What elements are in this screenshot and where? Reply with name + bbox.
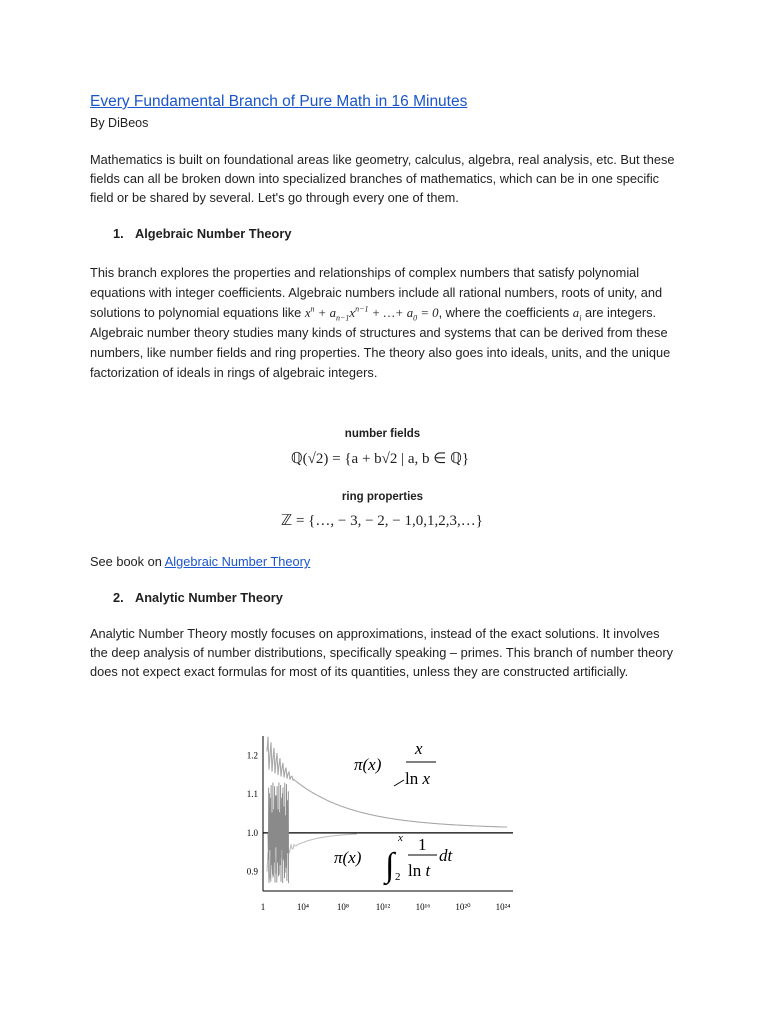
y-tick-label: 1.0 [246,827,258,838]
section-number: 1. [113,226,124,241]
section-number: 2. [113,590,124,605]
integral-upper: x [398,832,403,844]
series-noise-start [268,783,289,884]
x-tick-label: 10⁸ [336,902,350,912]
polynomial-equation: $x^n + a_{n-1}x^{n-1}$ + …+ $a_0 = 0$ [304,304,439,323]
prime-ratio-chart [230,728,530,923]
section-heading-analytic [113,590,283,605]
algebraic-text-b: , where the coefficients [438,305,570,320]
figure-label-number-fields: number fields [344,428,421,440]
integrand-dt: dt [439,846,453,865]
document-title[interactable]: Every Fundamental Branch of Pure Math in 16 Minutes [90,93,468,110]
legend-pi-x: π(x) [354,755,382,774]
x-tick-label: 10¹² [375,902,391,912]
ring-formula: ℤ = {…, − 3, − 2, − 1,0,1,2,3,…} [281,513,483,529]
x-tick-label: 10¹⁶ [415,902,431,912]
figure-label-ring-properties: ring properties [341,491,424,503]
y-tick-label: 1.1 [246,789,258,800]
y-tick-label: 1.2 [246,750,258,761]
legend-formula-1 [354,739,436,788]
algebraic-paragraph [90,263,680,383]
x-tick-label: 10²⁴ [495,902,511,912]
legend-pi-x: π(x) [334,848,362,867]
byline: By DiBeos [90,116,149,130]
coefficient-symbol: $a_i$ [572,306,582,323]
legend-numerator: x [415,739,423,758]
x-tick-label: 1 [260,902,266,912]
integrand-denominator: ln t [408,861,431,880]
intro-paragraph: Mathematics is built on foundational areas like geometry, calculus, algebra, real analysis, etc. But these fields can all be broken down into specialized branches of mathematics, which can be in one specific field or be shared by several. Let's go through every one of them. [90,152,675,205]
algebraic-text-c: are integers. Algebraic number theory studies many kinds of structures and systems that can be derived from these numbers, like number fields and ring properties. The theory also goes into ideals, units, and the unique factorization of ideals in rings of algebraic integers. [90,305,671,380]
x-tick-label: 10²⁰ [455,902,471,912]
section-heading-algebraic [113,226,291,241]
analytic-paragraph: Analytic Number Theory mostly focuses on approximations, instead of the exact solutions. It involves the deep analysis of number distributions, specifically speaking – primes. This branch of number theory does not expect exact formulas for most of its quantities, unless they are constructed artificially. [90,626,674,679]
section-title: Algebraic Number Theory [135,226,292,241]
integrand-numerator: 1 [418,835,427,854]
x-tick-label: 10⁴ [296,902,310,912]
algebraic-text-a: This branch explores the properties and relationships of complex numbers that satisfy polynomial equations with integer coefficients. Algebraic numbers include all rational numbers, roots of unity, and solutions to polynomial equations like [90,265,663,320]
integral-sign: ∫ [385,847,395,884]
y-tick-label: 0.9 [246,866,258,877]
see-book-line [90,552,680,571]
legend-formula-2 [334,832,454,886]
legend-slash [394,780,404,786]
legend-denominator: ln x [405,769,431,788]
integral-lower: 2 [395,871,401,883]
see-book-prefix: See book on [90,554,165,569]
book-link[interactable]: Algebraic Number Theory [164,554,311,569]
section-title: Analytic Number Theory [135,590,283,605]
number-field-formula: ℚ(√2) = {a + b√2 | a, b ∈ ℚ} [290,451,470,467]
series-line-pi-over-x-ln-x [267,737,507,827]
